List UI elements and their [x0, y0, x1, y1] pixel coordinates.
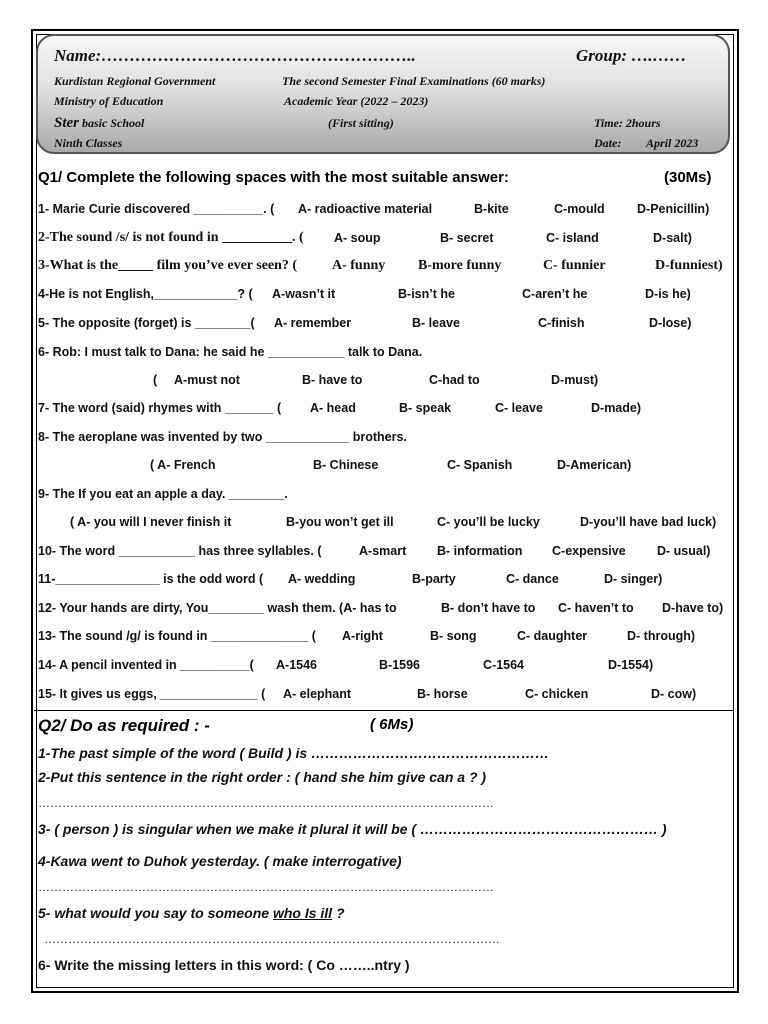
q2-item-5-underlined: who Is ill — [272, 905, 333, 921]
q1-item-1-stem: 1- Marie Curie discovered __________. ( — [38, 202, 275, 216]
q1-item-8-option-c: C- Spanish — [447, 458, 513, 472]
q2-item-4-answer-line: …………………………………………………………………………………………………… — [38, 880, 494, 894]
q1-item-4-option-b: B-isn’t he — [398, 287, 455, 301]
q1-item-8-option-a: ( A- French — [150, 458, 216, 472]
q1-item-4-stem: 4-He is not English,____________? ( — [38, 287, 253, 301]
q1-item-9-stem: 9- The If you eat an apple a day. ________. — [38, 487, 288, 501]
q1-item-3-option-d: D-funniest) — [655, 258, 723, 273]
q1-item-2-stem: 2-The sound /s/ is not found in __________. ( — [38, 230, 304, 245]
q1-item-3-stem: 3-What is the_____ film you’ve ever seen? ( — [38, 258, 298, 273]
q1-item-5-stem: 5- The opposite (forget) is ________( — [38, 316, 255, 330]
q1-item-3-option-c: C- funnier — [543, 258, 606, 273]
q1-item-6-open-paren: ( — [153, 373, 158, 387]
q2-marks: ( 6Ms) — [370, 716, 414, 733]
q1-item-6-option-a: A-must not — [174, 373, 240, 387]
q2-item-3: 3- ( person ) is singular when we make it plural it will be ( …………………………………………… ) — [38, 821, 667, 837]
school-name-bold: Ster — [54, 115, 80, 131]
q1-item-8-option-d: D-American) — [557, 458, 632, 472]
q1-item-14-option-c: C-1564 — [483, 658, 524, 672]
q1-item-10-option-a: A-smart — [359, 544, 407, 558]
q1-item-1-option-d: D-Penicillin) — [637, 202, 710, 216]
q1-item-14-option-b: B-1596 — [379, 658, 420, 672]
q1-item-4-option-c: C-aren’t he — [522, 287, 588, 301]
exam-header — [36, 34, 730, 154]
q1-item-6-option-d: D-must) — [551, 373, 599, 387]
q2-item-4: 4-Kawa went to Duhok yesterday. ( make interrogative) — [38, 853, 402, 869]
q1-item-3-option-b: B-more funny — [418, 258, 502, 273]
q1-item-12-option-c: C- haven’t to — [558, 601, 634, 615]
ministry-label: Ministry of Education — [54, 94, 164, 108]
exam-title: The second Semester Final Examinations (60 marks) — [282, 74, 546, 88]
q1-item-2-option-b: B- secret — [440, 231, 494, 245]
q1-item-5-option-d: D-lose) — [649, 316, 692, 330]
q1-item-2-option-c: C- island — [546, 231, 599, 245]
q1-item-9-option-c: C- you’ll be lucky — [437, 515, 540, 529]
time-label: Time: 2hours — [594, 116, 661, 130]
q2-title: Q2/ Do as required : - — [38, 716, 210, 735]
q1-item-9-option-a: ( A- you will I never finish it — [70, 515, 232, 529]
academic-year: Academic Year (2022 – 2023) — [284, 94, 429, 108]
section-divider — [34, 710, 734, 711]
q2-item-2-answer-line: …………………………………………………………………………………………………… — [38, 796, 494, 810]
q1-item-13-option-c: C- daughter — [517, 629, 588, 643]
q1-marks: (30Ms) — [664, 169, 712, 186]
student-name-line: Name:……………………………………………….. — [54, 46, 416, 65]
q1-item-5-option-c: C-finish — [538, 316, 585, 330]
q1-item-14-stem: 14- A pencil invented in __________( — [38, 658, 254, 672]
q1-item-2-option-d: D-salt) — [653, 231, 692, 245]
q2-item-5-text: 5- what would you say to someone — [38, 905, 273, 921]
q1-item-1-option-a: A- radioactive material — [298, 202, 433, 216]
q1-item-4-option-d: D-is he) — [645, 287, 691, 301]
q1-item-1-option-b: B-kite — [474, 202, 509, 216]
q1-item-7-option-c: C- leave — [495, 401, 543, 415]
sitting-label: (First sitting) — [328, 116, 394, 130]
q1-title: Q1/ Complete the following spaces with the most suitable answer: — [38, 169, 509, 186]
q1-item-10-option-d: D- usual) — [657, 544, 711, 558]
q1-item-7-option-b: B- speak — [399, 401, 452, 415]
group-line: Group: ….…… — [576, 46, 687, 65]
q1-item-9-option-b: B-you won’t get ill — [286, 515, 394, 529]
q1-item-6-stem: 6- Rob: I must talk to Dana: he said he ___________ talk to Dana. — [38, 345, 423, 359]
q1-item-8-option-b: B- Chinese — [313, 458, 379, 472]
q1-item-11-option-b: B-party — [412, 572, 456, 586]
q1-item-10-stem: 10- The word ___________ has three syllables. ( — [38, 544, 322, 558]
q1-item-15-option-d: D- cow) — [651, 687, 697, 701]
q1-item-13-option-a: A-right — [342, 629, 383, 643]
q1-item-15-stem: 15- It gives us eggs, ______________ ( — [38, 687, 266, 701]
q1-item-8-stem: 8- The aeroplane was invented by two ____________ brothers. — [38, 430, 407, 444]
q1-item-6-option-b: B- have to — [302, 373, 363, 387]
q2-item-5-end: ? — [332, 905, 345, 921]
q1-item-12-option-d: D-have to) — [662, 601, 724, 615]
q1-item-14-option-a: A-1546 — [276, 658, 317, 672]
q1-item-5-option-b: B- leave — [412, 316, 460, 330]
q1-item-7-option-d: D-made) — [591, 401, 642, 415]
krg-label: Kurdistan Regional Government — [54, 74, 216, 88]
q1-item-7-option-a: A- head — [310, 401, 356, 415]
q2-item-5-answer-line: …………………………………………………………………………………………………… — [44, 932, 500, 946]
q1-item-13-option-d: D- through) — [627, 629, 696, 643]
q1-item-15-option-c: C- chicken — [525, 687, 589, 701]
q1-item-10-option-b: B- information — [437, 544, 523, 558]
q2-item-5 — [38, 905, 345, 921]
q1-item-13-option-b: B- song — [430, 629, 477, 643]
q1-item-5-option-a: A- remember — [274, 316, 352, 330]
date-label: Date: — [594, 136, 622, 150]
classes-label: Ninth Classes — [54, 136, 123, 150]
q1-item-15-option-a: A- elephant — [283, 687, 352, 701]
q2-item-1: 1-The past simple of the word ( Build ) is …………………………………………… — [38, 745, 550, 761]
q1-item-11-stem: 11-_______________ is the odd word ( — [38, 572, 264, 586]
school-name-rest: basic School — [79, 116, 145, 130]
q1-item-11-option-a: A- wedding — [288, 572, 356, 586]
q1-item-12-stem: 12- Your hands are dirty, You________ wash them. (A- has to — [38, 601, 397, 615]
q1-item-11-option-c: C- dance — [506, 572, 559, 586]
q1-item-12-option-b: B- don’t have to — [441, 601, 536, 615]
date-value: April 2023 — [646, 136, 699, 150]
q1-item-13-stem: 13- The sound /g/ is found in ______________ ( — [38, 629, 316, 643]
q1-item-11-option-d: D- singer) — [604, 572, 663, 586]
q2-item-6: 6- Write the missing letters in this word: ( Co ……..ntry ) — [38, 957, 410, 973]
q1-item-2-option-a: A- soup — [334, 231, 381, 245]
q1-item-9-option-d: D-you’ll have bad luck) — [580, 515, 717, 529]
school-name — [54, 114, 144, 132]
q1-item-7-stem: 7- The word (said) rhymes with _______ ( — [38, 401, 282, 415]
q1-item-14-option-d: D-1554) — [608, 658, 654, 672]
q1-item-1-option-c: C-mould — [554, 202, 605, 216]
q1-item-6-option-c: C-had to — [429, 373, 480, 387]
q1-item-10-option-c: C-expensive — [552, 544, 626, 558]
q1-item-15-option-b: B- horse — [417, 687, 468, 701]
q1-item-4-option-a: A-wasn’t it — [272, 287, 336, 301]
q1-item-3-option-a: A- funny — [332, 258, 386, 273]
q2-item-2: 2-Put this sentence in the right order : ( hand she him give can a ? ) — [38, 769, 487, 785]
